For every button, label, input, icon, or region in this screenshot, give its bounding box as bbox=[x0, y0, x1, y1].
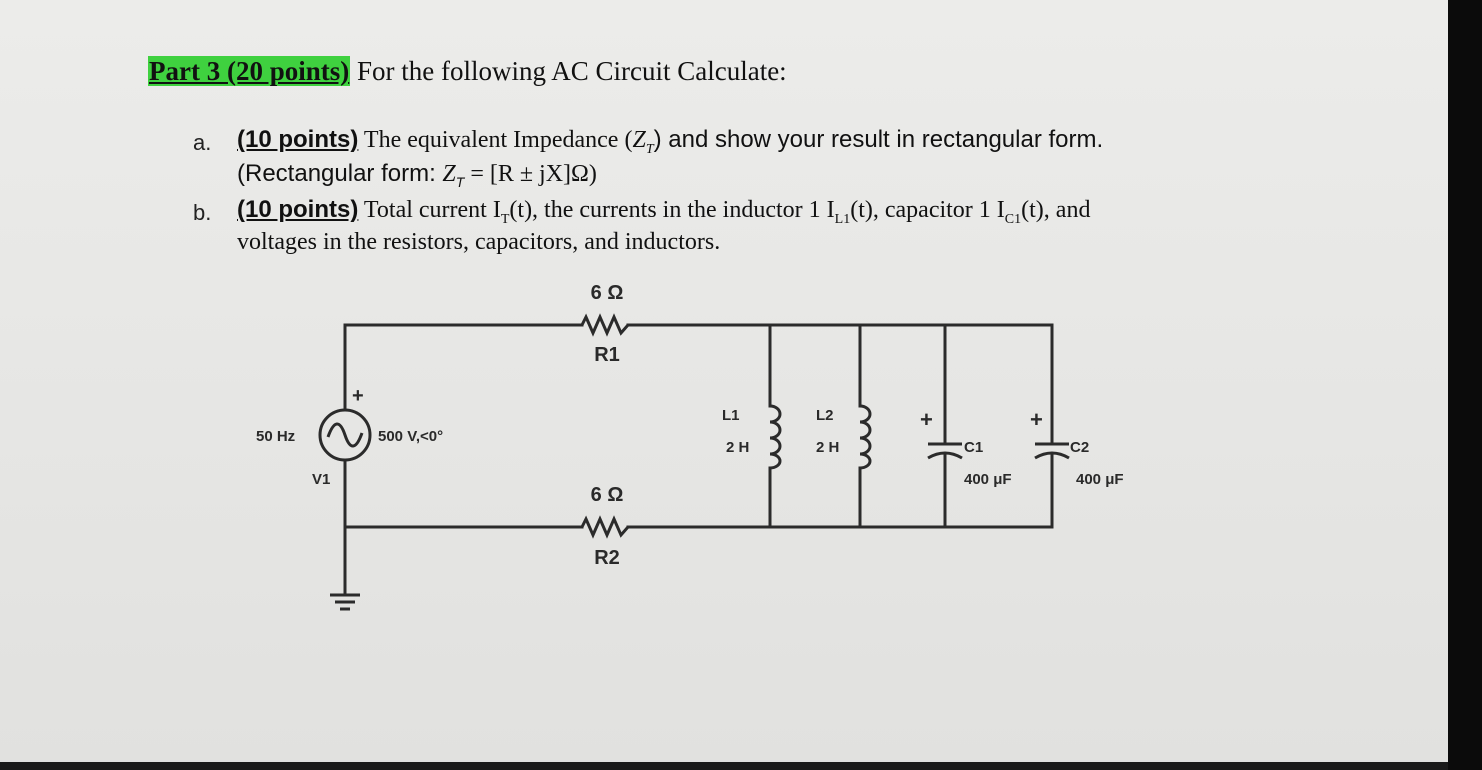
v1-voltage-label: 500 V,<0° bbox=[378, 428, 444, 445]
r2-resistor-symbol bbox=[582, 519, 628, 535]
item-b-text-d: (t), and bbox=[1021, 197, 1091, 223]
part-points-highlight: Part 3 (20 points) bbox=[149, 56, 350, 86]
item-b-sub-c1: C1 bbox=[1004, 211, 1022, 227]
item-a-rect-z-sub: T bbox=[455, 173, 465, 190]
r2-value-label: 6 Ω bbox=[590, 484, 624, 506]
c1-name-label: C1 bbox=[964, 439, 984, 456]
item-b-points: (10 points) bbox=[237, 196, 359, 223]
c1-value-label: 400 μF bbox=[964, 471, 1012, 488]
item-b-text-a: Total current I bbox=[358, 197, 501, 223]
sine-wave-icon bbox=[328, 424, 362, 446]
l1-value-label: 2 H bbox=[726, 439, 750, 456]
item-a-z: Z bbox=[632, 127, 646, 153]
l2-value-label: 2 H bbox=[816, 439, 840, 456]
l2-inductor-symbol bbox=[860, 406, 870, 468]
c2-value-label: 400 μF bbox=[1076, 471, 1124, 488]
item-a-z-sub: T bbox=[645, 141, 654, 157]
item-a-rect-label: (Rectangular form: bbox=[237, 160, 443, 187]
screen-edge bbox=[1448, 0, 1482, 770]
item-a-text: The equivalent Impedance ( bbox=[358, 127, 633, 153]
v1-plus-sign: + bbox=[352, 385, 364, 407]
v1-name-label: V1 bbox=[312, 471, 331, 488]
item-b-sub-l1: L1 bbox=[834, 211, 851, 227]
r1-resistor-symbol bbox=[582, 317, 628, 333]
item-b-sub-t: T bbox=[500, 211, 510, 227]
c1-plus-sign: + bbox=[920, 407, 933, 432]
item-a-points: (10 points) bbox=[237, 126, 359, 153]
r2-name-label: R2 bbox=[594, 547, 620, 569]
c2-plus-sign: + bbox=[1030, 407, 1043, 432]
v1-frequency-label: 50 Hz bbox=[256, 428, 296, 445]
r1-value-label: 6 Ω bbox=[590, 282, 624, 304]
screen-bottom-edge bbox=[0, 762, 1448, 770]
ground-icon bbox=[330, 595, 360, 609]
l2-name-label: L2 bbox=[816, 407, 834, 424]
item-a-text-sans: ) and show your result in rectangular form. bbox=[653, 126, 1104, 153]
l1-name-label: L1 bbox=[722, 407, 740, 424]
item-a-rect-z: Z bbox=[442, 161, 456, 187]
r1-name-label: R1 bbox=[594, 344, 620, 366]
item-b-text-b: (t), the currents in the inductor 1 I bbox=[509, 197, 835, 223]
c2-name-label: C2 bbox=[1070, 439, 1090, 456]
item-b-line2: voltages in the resistors, capacitors, and inductors. bbox=[237, 229, 721, 255]
l1-inductor-symbol bbox=[770, 406, 780, 468]
part-title-text: For the following AC Circuit Calculate: bbox=[350, 56, 787, 86]
item-a-marker: a. bbox=[193, 130, 212, 155]
item-b-text-c: (t), capacitor 1 I bbox=[850, 197, 1005, 223]
item-b-marker: b. bbox=[193, 200, 212, 225]
item-a-rect-formula: = [R ± jX]Ω) bbox=[464, 161, 597, 187]
